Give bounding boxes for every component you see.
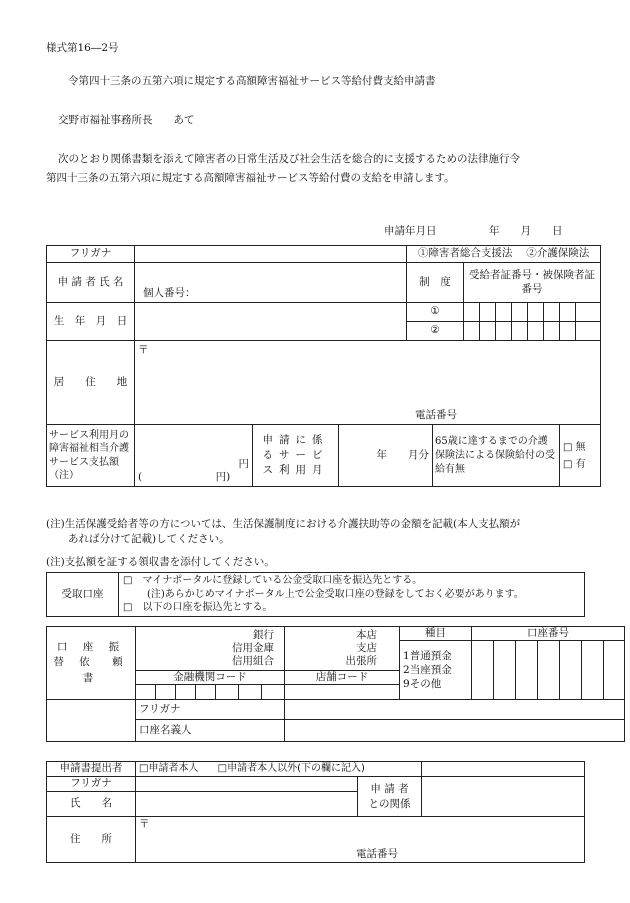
submitter-phone-label: 電話番号 xyxy=(356,847,398,860)
receipt-label: 受取口座 xyxy=(47,573,119,617)
form-number: 様式第16―2号 xyxy=(46,42,119,54)
cert-digit[interactable] xyxy=(528,322,544,341)
cert-digit[interactable] xyxy=(576,322,601,341)
receipt-note: (注)あらかじめマイナポータル上で公金受取口座の登録をしておく必要があります。 xyxy=(147,588,524,600)
submitter-furigana-field[interactable] xyxy=(136,777,358,792)
submitter-furigana-label: フリガナ xyxy=(47,777,136,792)
service-month-label: 申請に係るサービス利用月 xyxy=(253,425,339,487)
submitter-blank xyxy=(422,762,585,777)
listed-account-option[interactable]: □ 以下の口座を振込先とする。 xyxy=(123,602,273,614)
institution-code-digit[interactable] xyxy=(136,685,156,700)
bank-transfer-table xyxy=(46,626,625,742)
cert-digit[interactable] xyxy=(560,303,576,322)
branch-code-digit[interactable] xyxy=(262,685,285,700)
benefit-choice[interactable] xyxy=(560,425,601,487)
relation-label: 申 請 者との関係 xyxy=(358,777,422,817)
phone-label: 電話番号 xyxy=(415,408,457,421)
birth-date-label: 生 年 月 日 xyxy=(47,303,135,341)
application-date: 申請年月日 年 月 日 xyxy=(384,225,563,237)
kind-label: 種目 xyxy=(400,627,472,641)
system-label: 制 度 xyxy=(407,263,464,303)
applicant-table xyxy=(46,245,601,487)
furigana-field[interactable] xyxy=(135,246,407,263)
self-checkbox[interactable]: □申請者本人 xyxy=(139,762,199,774)
institution-code-label: 金融機関コード xyxy=(136,671,285,685)
yen-label: 円 xyxy=(238,457,249,470)
account-digit[interactable] xyxy=(472,641,494,700)
furigana-label: フリガナ xyxy=(47,246,135,263)
residence-field[interactable] xyxy=(135,341,601,425)
service-month-field[interactable]: 年 月分 xyxy=(339,425,433,487)
relation-field[interactable] xyxy=(422,777,585,817)
residence-label: 居 住 地 xyxy=(47,341,135,425)
intro-line-2: 第四十三条の五第六項に規定する高額障害福祉サービス等給付費の支給を申請します。 xyxy=(46,172,455,184)
form-title: 令第四十三条の五第六項に規定する高額障害福祉サービス等給付費支給申請書 xyxy=(68,75,436,87)
cert-digit[interactable] xyxy=(544,322,560,341)
cert-digit[interactable] xyxy=(464,303,480,322)
law-options: ①障害者総合支援法 ②介護保険法 xyxy=(407,246,601,263)
other-checkbox[interactable]: □申請者本人以外(下の欄に記入) xyxy=(217,762,365,774)
bank-transfer-label: 口 座 振 替 依 頼 書 xyxy=(47,627,136,700)
bank-furigana-label: フリガナ xyxy=(136,700,285,720)
addressee: 交野市福祉事務所長 あて xyxy=(58,114,195,126)
account-digit[interactable] xyxy=(560,641,582,700)
account-holder-label: 口座名義人 xyxy=(136,720,285,742)
institution-code-digit[interactable] xyxy=(156,685,176,700)
receipt-options[interactable] xyxy=(119,573,585,617)
submitter-table xyxy=(46,761,585,863)
branch-name-field[interactable]: 本店 支店 出張所 xyxy=(285,627,400,671)
bank-furigana-field[interactable] xyxy=(285,700,625,720)
submitter-options[interactable] xyxy=(136,762,422,777)
mynaportal-option[interactable]: □ マイナポータルに登録している公金受取口座を振込先とする。 xyxy=(123,575,423,587)
option-1: ① xyxy=(407,303,464,322)
birth-date-field[interactable] xyxy=(135,303,407,341)
note-1: (注)生活保護受給者等の方については、生活保護制度における介護扶助等の金額を記載(本人支払額が あれば分けて記載)してください。 xyxy=(46,518,521,546)
cert-digit[interactable] xyxy=(544,303,560,322)
option-2: ② xyxy=(407,322,464,341)
yen-label-sub: ( 円) xyxy=(138,470,231,483)
has-checkbox[interactable]: □ 有 xyxy=(563,458,586,470)
receipt-table xyxy=(46,572,585,617)
cert-digit[interactable] xyxy=(512,303,528,322)
cert-digit[interactable] xyxy=(528,303,544,322)
cert-digit[interactable] xyxy=(496,322,512,341)
account-digit[interactable] xyxy=(604,641,625,700)
account-kind-options[interactable]: 1普通預金 2当座預金 9その他 xyxy=(400,641,472,700)
account-digit[interactable] xyxy=(582,641,604,700)
submitter-postal-mark: 〒 xyxy=(139,818,150,830)
cert-digit[interactable] xyxy=(480,303,496,322)
submitter-name-label: 氏 名 xyxy=(47,792,136,817)
cert-digit[interactable] xyxy=(512,322,528,341)
note-2: (注)支払額を証する領収書を添付してください。 xyxy=(46,556,275,568)
service-amount-label: サービス利用月の障害福祉相当介護サービス支払額（注） xyxy=(47,425,135,487)
submitter-name-field[interactable] xyxy=(136,792,358,817)
intro-line-1: 次のとおり関係書類を添えて障害者の日常生活及び社会生活を総合的に支援するための法律施行令 xyxy=(58,153,520,165)
cert-number-label: 受給者証番号・被保険者証番号 xyxy=(464,263,601,303)
cert-digit[interactable] xyxy=(560,322,576,341)
account-number-label: 口座番号 xyxy=(472,627,625,641)
institution-code-digit[interactable] xyxy=(196,685,216,700)
cert-digit[interactable] xyxy=(576,303,601,322)
benefit-label: 65歳に達するまでの介護保険法による保険給付の受給有無 xyxy=(433,425,560,487)
submitter-label: 申請書提出者 xyxy=(47,762,136,777)
cert-digit[interactable] xyxy=(480,322,496,341)
branch-code-digit[interactable] xyxy=(239,685,262,700)
institution-code-digit[interactable] xyxy=(176,685,196,700)
account-digit[interactable] xyxy=(516,641,538,700)
branch-code-digit[interactable] xyxy=(216,685,239,700)
cert-digit[interactable] xyxy=(496,303,512,322)
my-number-label: 個人番号： xyxy=(143,286,196,299)
cert-digit[interactable] xyxy=(464,322,480,341)
account-digit[interactable] xyxy=(494,641,516,700)
applicant-name-field[interactable] xyxy=(135,263,407,303)
submitter-address-field[interactable] xyxy=(136,817,585,863)
applicant-name-label: 申 請 者 氏 名 xyxy=(47,263,135,303)
postal-mark: 〒 xyxy=(138,344,149,356)
bank-name-field[interactable]: 銀行 信用金庫 信用組合 xyxy=(136,627,285,671)
submitter-address-label: 住 所 xyxy=(47,817,136,863)
none-checkbox[interactable]: □ 無 xyxy=(563,441,586,453)
service-amount-field[interactable] xyxy=(135,425,253,487)
account-digit[interactable] xyxy=(538,641,560,700)
account-holder-field[interactable] xyxy=(285,720,625,742)
branch-code-label: 店舗コード xyxy=(285,671,400,685)
